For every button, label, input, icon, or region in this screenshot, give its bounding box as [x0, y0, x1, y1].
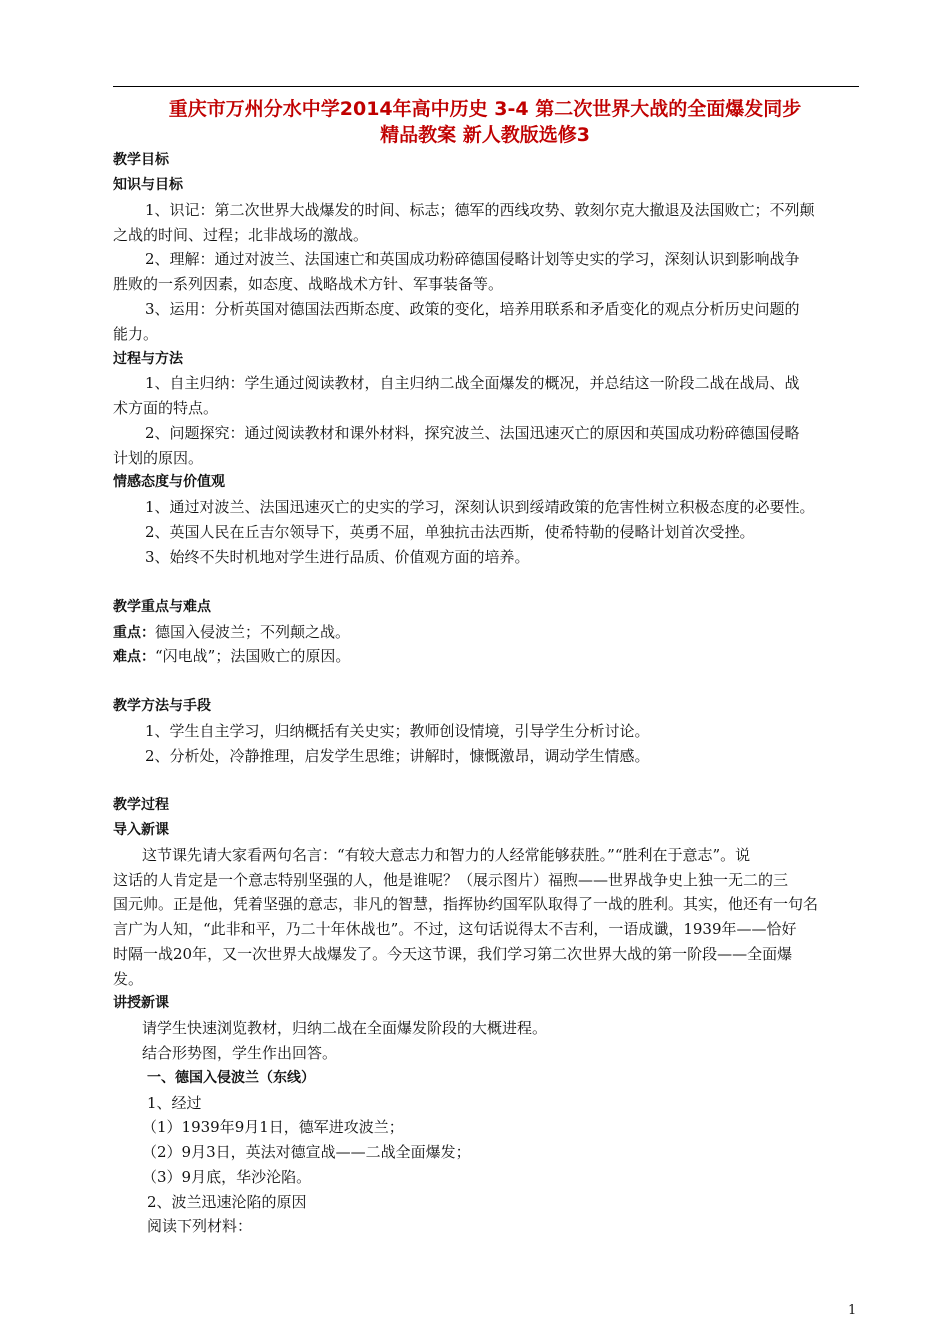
subsection-reasons: 2、波兰迅速沦陷的原因: [147, 1193, 307, 1211]
process-item-1b: 术方面的特点。: [113, 399, 219, 417]
heading-process: 过程与方法: [113, 351, 183, 367]
heading-teaching-goals: 教学目标: [113, 152, 169, 168]
knowledge-item-3a: 3、运用：分析英国对德国法西斯态度、政策的变化，培养用联系和矛盾变化的观点分析历史问题的: [145, 300, 800, 318]
reading-prompt: 阅读下列材料：: [147, 1217, 253, 1235]
process-item-2b: 计划的原因。: [113, 449, 204, 467]
event-1: （1）1939年9月1日，德军进攻波兰；: [142, 1118, 404, 1136]
focus-text: 德国入侵波兰；不列颠之战。: [155, 623, 351, 641]
intro-line-6: 发。: [113, 970, 144, 988]
process-item-1a: 1、自主归纳：学生通过阅读教材，自主归纳二战全面爆发的概况，并总结这一阶段二战在战局、战: [145, 374, 800, 392]
difficulty-text: “闪电战”；法国败亡的原因。: [155, 647, 351, 665]
knowledge-item-2b: 胜败的一系列因素，如态度、战略战术方针、军事装备等。: [113, 275, 504, 293]
methods-item-2: 2、分析处，冷静推理，启发学生思维；讲解时，慷慨激昂，调动学生情感。: [145, 747, 650, 765]
heading-methods: 教学方法与手段: [113, 698, 211, 714]
page-number: 1: [848, 1303, 857, 1318]
difficulty-line: [113, 646, 350, 667]
heading-knowledge: 知识与目标: [113, 177, 183, 193]
heading-lecture: 讲授新课: [113, 995, 169, 1011]
heading-procedure: 教学过程: [113, 797, 169, 813]
heading-intro: 导入新课: [113, 822, 169, 838]
title-line-2: 精品教案 新人教版选修3: [380, 124, 590, 146]
difficulty-label: 难点：: [113, 649, 155, 665]
emotion-item-1: 1、通过对波兰、法国迅速灭亡的史实的学习，深刻认识到绥靖政策的危害性树立积极态度的必要性。: [145, 498, 815, 516]
event-3: （3）9月底，华沙沦陷。: [142, 1168, 312, 1186]
intro-line-4: 言广为人知，“此非和平，乃二十年休战也”。不过，这句话说得太不吉利，一语成谶，1939年——恰好: [113, 920, 797, 938]
lecture-line-1: 请学生快速浏览教材，归纳二战在全面爆发阶段的大概进程。: [142, 1019, 548, 1037]
knowledge-item-1a: 1、识记：第二次世界大战爆发的时间、标志；德军的西线攻势、敦刻尔克大撤退及法国败亡；不列颠: [145, 201, 815, 219]
knowledge-item-3b: 能力。: [113, 325, 159, 343]
focus-line: [113, 622, 350, 643]
header-rule: [113, 86, 859, 87]
emotion-item-3: 3、始终不失时机地对学生进行品质、价值观方面的培养。: [145, 548, 530, 566]
methods-item-1: 1、学生自主学习，归纳概括有关史实；教师创设情境，引导学生分析讨论。: [145, 722, 650, 740]
intro-line-1: 这节课先请大家看两句名言：“有较大意志力和智力的人经常能够获胜。”“胜利在于意志”。说: [142, 846, 751, 864]
title-line-1: 重庆市万州分水中学2014年高中历史 3-4 第二次世界大战的全面爆发同步: [168, 98, 802, 120]
intro-line-2: 这话的人肯定是一个意志特别坚强的人，他是谁呢？（展示图片）福煦——世界战争史上独一无二的三: [113, 871, 789, 889]
intro-line-5: 时隔一战20年，又一次世界大战爆发了。今天这节课，我们学习第二次世界大战的第一阶段——全面爆: [113, 945, 793, 963]
heading-keypoints: 教学重点与难点: [113, 599, 211, 615]
focus-label: 重点：: [113, 625, 155, 641]
heading-emotion: 情感态度与价值观: [113, 474, 225, 490]
subsection-course: 1、经过: [147, 1094, 202, 1112]
emotion-item-2: 2、英国人民在丘吉尔领导下，英勇不屈，单独抗击法西斯，使希特勒的侵略计划首次受挫。: [145, 523, 755, 541]
intro-line-3: 国元帅。正是他，凭着坚强的意志，非凡的智慧，指挥协约国军队取得了一战的胜利。其实，他还有一句名: [113, 895, 819, 913]
process-item-2a: 2、问题探究：通过阅读教材和课外材料，探究波兰、法国迅速灭亡的原因和英国成功粉碎德国侵略: [145, 424, 800, 442]
section-invasion-poland: 一、德国入侵波兰（东线）: [147, 1070, 315, 1086]
event-2: （2）9月3日，英法对德宣战——二战全面爆发；: [142, 1143, 471, 1161]
lecture-line-2: 结合形势图，学生作出回答。: [142, 1044, 338, 1062]
knowledge-item-1b: 之战的时间、过程；北非战场的激战。: [113, 226, 369, 244]
knowledge-item-2a: 2、理解：通过对波兰、法国速亡和英国成功粉碎德国侵略计划等史实的学习，深刻认识到影响战争: [145, 250, 800, 268]
